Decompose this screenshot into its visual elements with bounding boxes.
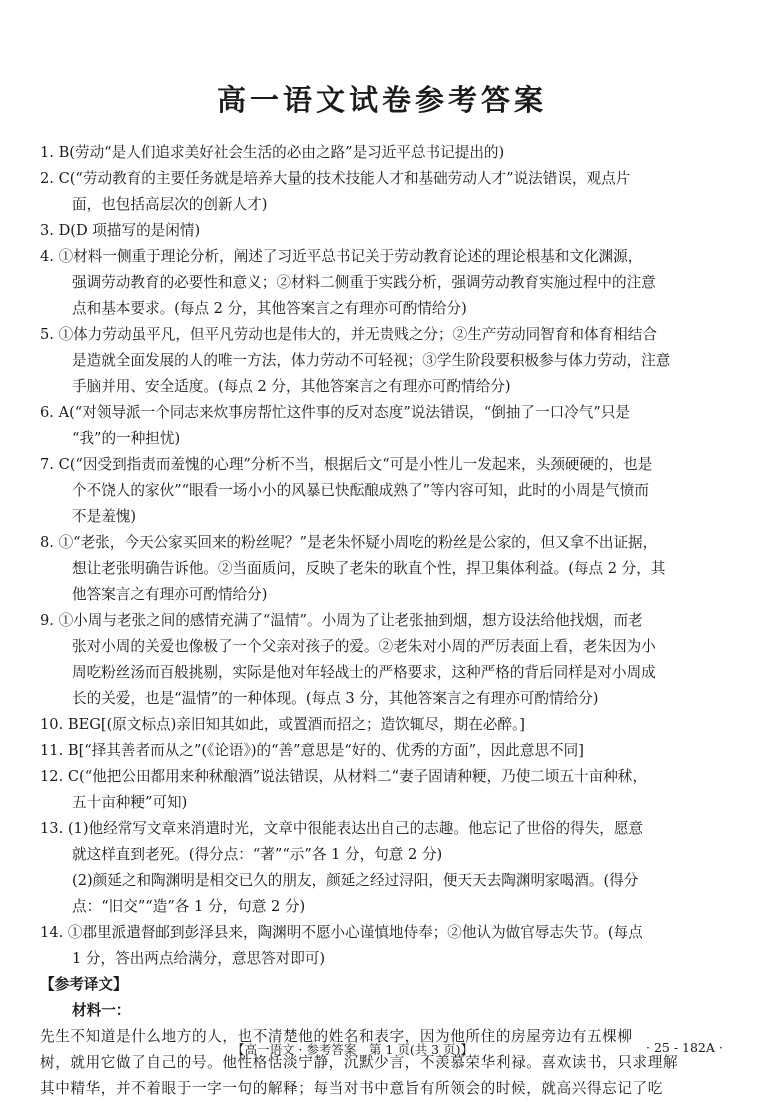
answer-item-2: [40, 166, 730, 218]
answer-13-sub-line-1: (2)颜延之和陶渊明是相交已久的朋友，颜延之经过浔阳，便天天去陶渊明家喝酒。(得分: [72, 872, 639, 889]
answer-item-11: [40, 738, 730, 764]
answer-6-line-2: “我”的一种担忧): [72, 430, 181, 447]
translation-line: 其中精华，并不着眼于一字一句的解释；每当对书中意旨有所领会的时候，就高兴得忘记了吃: [40, 1080, 663, 1097]
answer-9-line-1: 9. ①小周与老张之间的感情充满了“温情”。小周为了让老张抽到烟，想方设法给他找烟，而老: [40, 612, 643, 629]
answer-item-7: [40, 452, 730, 530]
answer-9-line-2: 张对小周的关爱也像极了一个父亲对孩子的爱。②老朱对小周的严厉表面上看，老朱因为小: [72, 638, 656, 655]
answer-5-line-2: 是造就全面发展的人的唯一方法，体力劳动不可轻视；③学生阶段要积极参与体力劳动，注意: [72, 352, 671, 369]
answer-item-13: [40, 816, 730, 920]
answer-5-line-3: 手脑并用、安全适度。(每点 2 分，其他答案言之有理亦可酌情给分): [72, 378, 511, 395]
translation-line: 先生不知道是什么地方的人，也不清楚他的姓名和表字，因为他所住的房屋旁边有五棵柳: [40, 1028, 633, 1045]
answer-4-line-2: 强调劳动教育的必要性和意义；②材料二侧重于实践分析，强调劳动教育实施过程中的注意: [72, 274, 656, 291]
material-label: 材料一：: [72, 1002, 131, 1019]
translation-header: 【参考译文】: [40, 976, 128, 993]
answer-8-line-3: 他答案言之有理亦可酌情给分): [72, 586, 268, 603]
answers-container: [40, 140, 730, 816]
answer-7-line-2: 个不饶人的家伙”“眼看一场小小的风暴已快酝酿成熟了”等内容可知，此时的小周是气愤而: [72, 482, 649, 499]
answer-8-line-2: 想让老张明确告诉他。②当面质问，反映了老朱的耿直个性，捍卫集体利益。(每点 2 分，其: [72, 560, 666, 577]
answer-3-line-1: 3. D(D 项描写的是闲情): [40, 222, 201, 239]
answer-9-line-4: 长的关爱，也是“温情”的一种体现。(每点 3 分，其他答案言之有理亦可酌情给分): [72, 690, 599, 707]
answer-13-sub-line-2: 点：“旧交”“造”各 1 分，句意 2 分): [72, 898, 306, 915]
answer-item-8: [40, 530, 730, 608]
answer-12-line-2: 五十亩种粳”可知): [72, 794, 188, 811]
answer-9-line-3: 周吃粉丝汤而百般挑剔，实际是他对年轻战士的严格要求，这种严格的背后同样是对小周成: [72, 664, 656, 681]
answer-item-10: [40, 712, 730, 738]
answer-list: [40, 140, 730, 1102]
answer-13-line-2: 就这样直到老死。(得分点：“著”“示”各 1 分，句意 2 分): [72, 846, 443, 863]
answer-item-6: [40, 400, 730, 452]
answer-item-14: [40, 920, 730, 972]
footer-page-info: 【高一语文 · 参考答案 第 1 页(共 3 页)】: [232, 1042, 473, 1057]
page-title: 高一语文试卷参考答案: [216, 83, 547, 117]
answer-item-12: [40, 764, 730, 816]
answer-item-9: [40, 608, 730, 712]
answer-item-5: [40, 322, 730, 400]
answer-10-line-1: 10. BEG[(原文标点)亲旧知其如此，或置酒而招之；造饮辄尽，期在必醉。]: [40, 716, 525, 733]
answer-7-line-3: 不是羞愧): [72, 508, 137, 525]
answer-11-line-1: 11. B[“择其善者而从之”(《论语》)的“善”意思是“好的、优秀的方面”，因此意思不同]: [40, 742, 584, 759]
answer-14-line-1: 14. ①郡里派遣督邮到彭泽县来，陶渊明不愿小心谨慎地侍奉；②他认为做官辱志失节。(每点: [40, 924, 643, 941]
footer-code: · 25 - 182A ·: [646, 1040, 723, 1055]
answer-2-line-2: 面，也包括高层次的创新人才): [72, 196, 268, 213]
answer-4-line-1: 4. ①材料一侧重于理论分析，阐述了习近平总书记关于劳动教育论述的理论根基和文化渊源，: [40, 248, 643, 265]
answer-1-line-1: 1. B(劳动“是人们追求美好社会生活的必由之路”是习近平总书记提出的): [40, 144, 505, 161]
answer-2-line-1: 2. C(“劳动教育的主要任务就是培养大量的技术技能人才和基础劳动人才”说法错误，观点片: [40, 170, 631, 187]
answer-13-line-1: 13. (1)他经常写文章来消遣时光，文章中很能表达出自己的志趣。他忘记了世俗的得失，愿意: [40, 820, 644, 837]
answer-5-line-1: 5. ①体力劳动虽平凡，但平凡劳动也是伟大的，并无贵贱之分；②生产劳动同智育和体育相结合: [40, 326, 657, 343]
answer-item-4: [40, 244, 730, 322]
translation-text: [40, 1024, 730, 1102]
translation-line: 树，就用它做了自己的号。他性格恬淡宁静，沉默少言，不羡慕荣华利禄。喜欢读书，只求理解: [40, 1054, 679, 1071]
answer-8-line-1: 8. ①“老张，今天公家买回来的粉丝呢？”是老朱怀疑小周吃的粉丝是公家的，但又拿不出证据，: [40, 534, 658, 551]
answer-6-line-1: 6. A(“对领导派一个同志来炊事房帮忙这件事的反对态度”说法错误，“倒抽了一口冷气”只是: [40, 404, 631, 421]
answer-item-3: [40, 218, 730, 244]
answer-4-line-3: 点和基本要求。(每点 2 分，其他答案言之有理亦可酌情给分): [72, 300, 467, 317]
answer-12-line-1: 12. C(“他把公田都用来种秫酿酒”说法错误，从材料二“妻子固请种粳，乃使二顷五十亩种秫，: [40, 768, 648, 785]
answer-7-line-1: 7. C(“因受到指责而羞愧的心理”分析不当，根据后文“可是小性儿一发起来，头颈硬硬的，也是: [40, 456, 653, 473]
answer-item-1: [40, 140, 730, 166]
answer-14-line-2: 1 分，答出两点给满分，意思答对即可): [72, 950, 326, 967]
